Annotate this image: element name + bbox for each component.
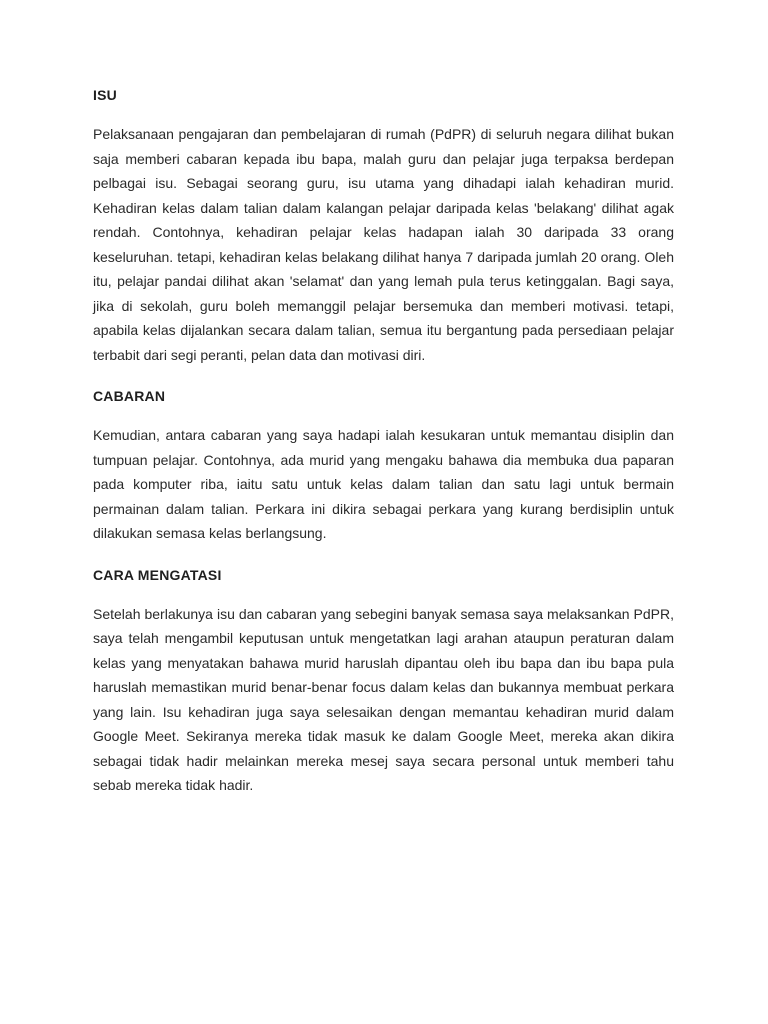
section-body-isu: Pelaksanaan pengajaran dan pembelajaran di rumah (PdPR) di seluruh negara dilihat bukan saja memberi cabaran kepada ibu bapa, malah guru dan pelajar juga terpaksa berdepan pelbagai isu. Sebagai seorang guru, isu utama yang dihadapi ialah kehadiran murid. Kehadiran kelas dalam talian dalam kalangan pelajar daripada kelas 'belakang' dilihat agak rendah. Contohnya, kehadiran pelajar kelas hadapan ialah 30 daripada 33 orang keseluruhan. tetapi, kehadiran kelas belakang dilihat hanya 7 daripada jumlah 20 orang. Oleh itu, pelajar pandai dilihat akan 'selamat' dan yang lemah pula terus ketinggalan. Bagi saya, jika di sekolah, guru boleh memanggil pelajar bersemuka dan memberi motivasi. tetapi, apabila kelas dijalankan secara dalam talian, semua itu bergantung pada persediaan pelajar terbabit dari segi peranti, pelan data dan motivasi diri. [93, 126, 674, 363]
section-body-cara-mengatasi: Setelah berlakunya isu dan cabaran yang sebegini banyak semasa saya melaksankan PdPR, saya telah mengambil keputusan untuk mengetatkan lagi arahan ataupun peraturan dalam kelas yang menyatakan bahawa murid haruslah dipantau oleh ibu bapa dan ibu bapa pula haruslah memastikan murid benar-benar focus dalam kelas dan bukannya membuat perkara yang lain. Isu kehadiran juga saya selesaikan dengan memantau kehadiran murid dalam Google Meet. Sekiranya mereka tidak masuk ke dalam Google Meet, mereka akan dikira sebagai tidak hadir melainkan mereka mesej saya secara personal untuk memberi tahu sebab mereka tidak hadir. [93, 605, 674, 793]
section-heading-isu: ISU [93, 87, 117, 103]
section-body-cabaran: Kemudian, antara cabaran yang saya hadapi ialah kesukaran untuk memantau disiplin dan tumpuan pelajar. Contohnya, ada murid yang mengaku bahawa dia membuka dua paparan pada komputer riba, iaitu satu untuk kelas dalam talian dan satu lagi untuk bermain permainan dalam talian. Perkara ini dikira sebagai perkara yang kurang berdisiplin untuk dilakukan semasa kelas berlangsung. [93, 427, 674, 541]
document-content [93, 80, 674, 798]
section-heading-cabaran: CABARAN [93, 388, 166, 404]
section-heading-cara-mengatasi: CARA MENGATASI [93, 566, 222, 583]
